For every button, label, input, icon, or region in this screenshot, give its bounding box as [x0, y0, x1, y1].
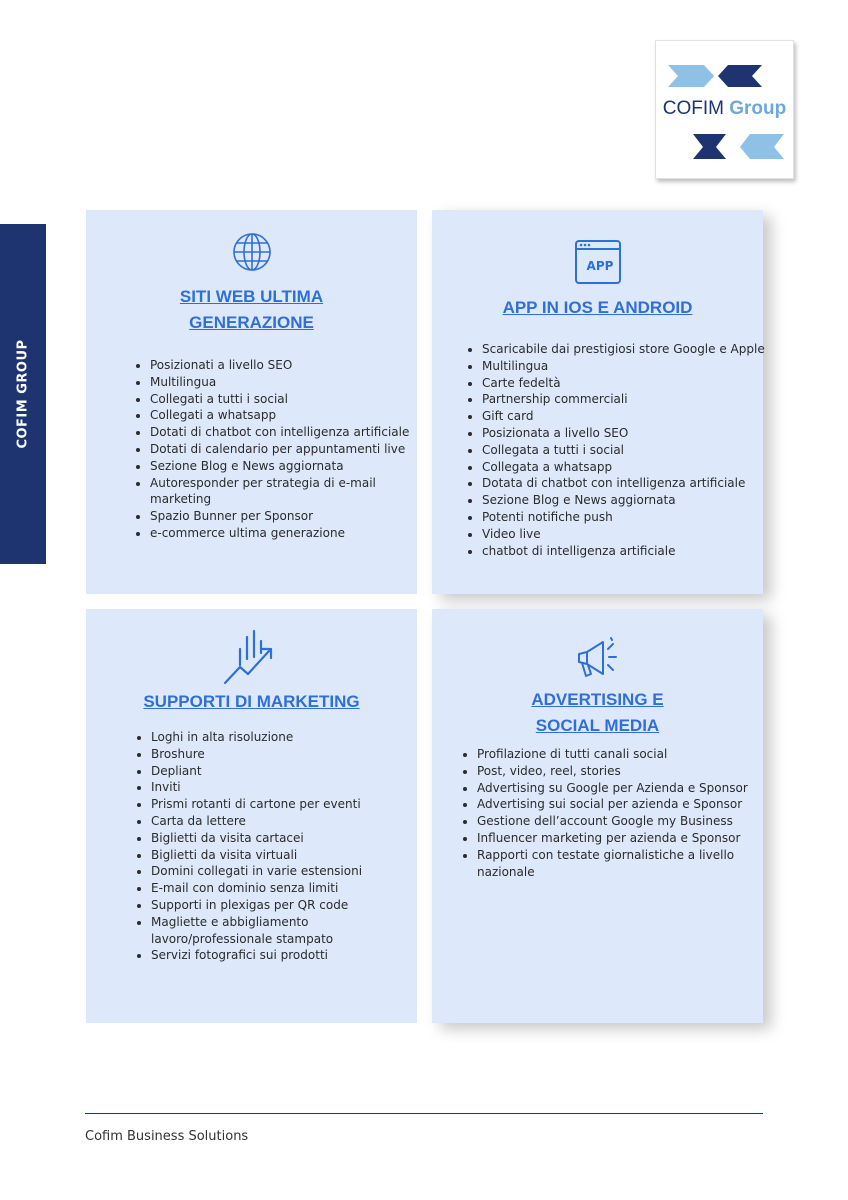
logo-wordmark: [656, 98, 793, 120]
feature-item: • Dotati di chatbot con intelligenza artificiale: [150, 424, 420, 441]
company-logo: [655, 40, 794, 179]
feature-item: • Collegati a tutti i social: [150, 391, 420, 408]
feature-item: • Loghi in alta risoluzione: [151, 729, 421, 746]
feature-item: • chatbot di intelligenza artificiale: [482, 543, 772, 560]
feature-item: • Rapporti con testate giornalistiche a livello nazionale: [477, 847, 767, 881]
side-tab-label: COFIM GROUP: [15, 339, 31, 449]
card-advertising: [432, 609, 763, 1023]
logo-word-cofim: COFIM: [662, 98, 724, 119]
feature-item: • Autoresponder per strategia di e-mail marketing: [150, 475, 420, 509]
feature-list: [466, 341, 772, 559]
title-line-1: ADVERTISING E: [531, 690, 664, 709]
feature-item: • Gift card: [482, 408, 772, 425]
megaphone-icon: [575, 636, 621, 680]
feature-item: • Biglietti da visita virtuali: [151, 847, 421, 864]
feature-item: • E-mail con dominio senza limiti: [151, 880, 421, 897]
feature-item: • Dotati di calendario per appuntamenti live: [150, 441, 420, 458]
feature-list: [135, 729, 421, 964]
feature-item: • Advertising sui social per azienda e Sponsor: [477, 796, 767, 813]
feature-item: • Influencer marketing per azienda e Sponsor: [477, 830, 767, 847]
feature-item: • e-commerce ultima generazione: [150, 525, 420, 542]
feature-item: • Potenti notifiche push: [482, 509, 772, 526]
card-title: [432, 687, 763, 739]
feature-item: • Magliette e abbigliamento lavoro/professionale stampato: [151, 914, 421, 948]
feature-item: • Partnership commerciali: [482, 391, 772, 408]
feature-item: • Profilazione di tutti canali social: [477, 746, 767, 763]
feature-item: • Collegati a whatsapp: [150, 407, 420, 424]
feature-item: • Collegata a tutti i social: [482, 442, 772, 459]
feature-item: • Spazio Bunner per Sponsor: [150, 508, 420, 525]
title-line-2: GENERAZIONE: [189, 313, 314, 332]
app-window-icon: [574, 238, 622, 286]
feature-item: • Scaricabile dai prestigiosi store Google e Apple: [482, 341, 772, 358]
feature-list: [461, 746, 767, 880]
footer-text: Cofim Business Solutions: [85, 1129, 249, 1144]
feature-item: • Sezione Blog e News aggiornata: [482, 492, 772, 509]
feature-list: [134, 357, 420, 542]
feature-item: • Inviti: [151, 779, 421, 796]
title-line-1: SITI WEB ULTIMA: [179, 287, 324, 306]
growth-chart-icon: [222, 629, 282, 687]
feature-item: • Post, video, reel, stories: [477, 763, 767, 780]
title-line-2: SOCIAL MEDIA: [535, 716, 660, 735]
title-line-1: APP IN IOS E ANDROID: [502, 298, 693, 317]
card-marketing: [86, 609, 417, 1023]
title-line-1: SUPPORTI DI MARKETING: [143, 692, 360, 711]
card-title: [86, 689, 417, 715]
feature-item: • Broshure: [151, 746, 421, 763]
card-title: [432, 295, 763, 321]
logo-word-group: Group: [729, 98, 787, 119]
feature-item: • Posizionata a livello SEO: [482, 425, 772, 442]
feature-item: • Prismi rotanti di cartone per eventi: [151, 796, 421, 813]
feature-item: • Supporti in plexigas per QR code: [151, 897, 421, 914]
feature-item: • Carte fedeltà: [482, 375, 772, 392]
feature-item: • Collegata a whatsapp: [482, 459, 772, 476]
feature-item: • Posizionati a livello SEO: [150, 357, 420, 374]
globe-icon: [232, 232, 272, 272]
feature-item: • Video live: [482, 526, 772, 543]
feature-item: • Advertising su Google per Azienda e Sponsor: [477, 780, 767, 797]
feature-item: • Depliant: [151, 763, 421, 780]
feature-item: • Multilingua: [482, 358, 772, 375]
card-siti-web: [86, 210, 417, 594]
app-icon-text: APP: [586, 259, 613, 273]
card-app: [432, 210, 763, 594]
feature-item: • Sezione Blog e News aggiornata: [150, 458, 420, 475]
footer-divider: [85, 1113, 763, 1114]
feature-item: • Dotata di chatbot con intelligenza artificiale: [482, 475, 772, 492]
card-title: [86, 284, 417, 336]
feature-item: • Multilingua: [150, 374, 420, 391]
feature-item: • Gestione dell’account Google my Business: [477, 813, 767, 830]
feature-item: • Biglietti da visita cartacei: [151, 830, 421, 847]
feature-item: • Servizi fotografici sui prodotti: [151, 947, 421, 964]
feature-item: • Carta da lettere: [151, 813, 421, 830]
feature-item: • Domini collegati in varie estensioni: [151, 863, 421, 880]
